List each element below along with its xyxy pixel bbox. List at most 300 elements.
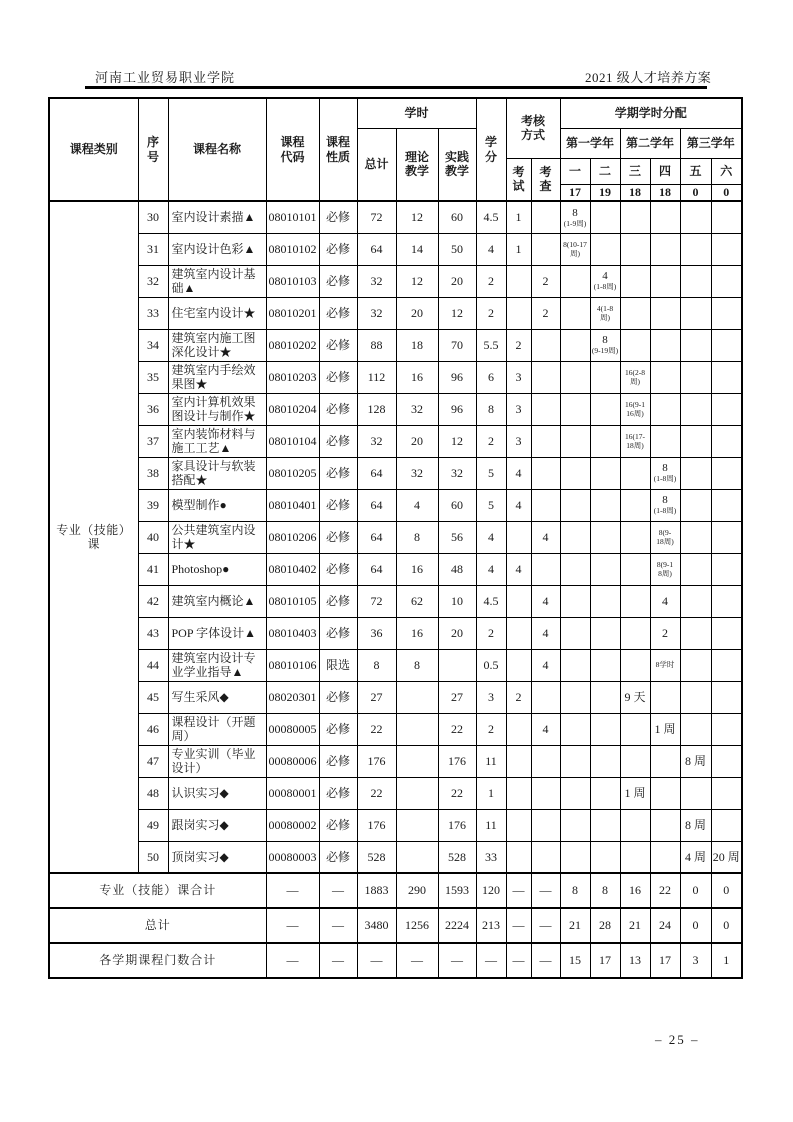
cell-name: 室内设计素描▲: [168, 201, 266, 233]
cell-code: 08010401: [266, 489, 319, 521]
cell-no: 40: [138, 521, 168, 553]
cell-s3: 16(17- 18周): [620, 425, 650, 457]
cell-total: 72: [357, 201, 396, 233]
cell-s6: [711, 297, 742, 329]
course-row-36: [49, 393, 742, 425]
course-row-44: [49, 649, 742, 681]
cell-s6: [711, 329, 742, 361]
cell-s3: 1 周: [620, 777, 650, 809]
cell-s3: [620, 201, 650, 233]
cell-no: 37: [138, 425, 168, 457]
cell-total: 27: [357, 681, 396, 713]
cell-credit: 11: [476, 745, 506, 777]
cell-theory: 62: [396, 585, 438, 617]
plan-title: 2021 级人才培养方案: [585, 70, 712, 85]
cell-total: 32: [357, 425, 396, 457]
cell-s5: [680, 393, 711, 425]
cell-s3: [620, 329, 650, 361]
course-row-32: [49, 265, 742, 297]
cell-s3: [620, 265, 650, 297]
cell-check: 4: [531, 585, 560, 617]
cell-s6: 1: [711, 943, 742, 978]
cell-nature: 必修: [319, 521, 357, 553]
cell-practice: 32: [438, 457, 476, 489]
cell-s5: [680, 265, 711, 297]
cell-s2: [590, 745, 620, 777]
cell-total: —: [357, 943, 396, 978]
cell-s2: [590, 553, 620, 585]
cell-nature: 必修: [319, 489, 357, 521]
cell-practice: 176: [438, 745, 476, 777]
cell-s2: 8: [590, 873, 620, 908]
cell-code: 08010101: [266, 201, 319, 233]
cell-credit: 11: [476, 809, 506, 841]
cell-check: —: [531, 908, 560, 943]
cell-s1: [560, 329, 590, 361]
cell-check: 2: [531, 297, 560, 329]
cell-theory: 18: [396, 329, 438, 361]
cell-s6: [711, 745, 742, 777]
cell-total: 3480: [357, 908, 396, 943]
cell-exam: [506, 617, 531, 649]
summary-row-1: [49, 873, 742, 908]
cell-theory: 290: [396, 873, 438, 908]
cell-credit: —: [476, 943, 506, 978]
col-allocation-group: 学期学时分配: [560, 98, 742, 128]
cell-code: 00080001: [266, 777, 319, 809]
cell-exam: 4: [506, 553, 531, 585]
cell-s4: [650, 361, 680, 393]
cell-s3: 13: [620, 943, 650, 978]
cell-check: [531, 489, 560, 521]
cell-s5: [680, 361, 711, 393]
course-row-46: [49, 713, 742, 745]
cell-theory: 12: [396, 201, 438, 233]
cell-total: 88: [357, 329, 396, 361]
cell-s5: [680, 425, 711, 457]
cell-exam: —: [506, 943, 531, 978]
cell-code: —: [266, 943, 319, 978]
cell-code: 00080006: [266, 745, 319, 777]
cell-s4: 4: [650, 585, 680, 617]
cell-s5: 0: [680, 908, 711, 943]
category-cell: 专业（技能）课: [49, 201, 138, 873]
cell-s2: [590, 361, 620, 393]
cell-s4: 17: [650, 943, 680, 978]
cell-nature: 必修: [319, 809, 357, 841]
cell-s3: 16(2-8 周): [620, 361, 650, 393]
course-row-50: [49, 841, 742, 873]
cell-no: 43: [138, 617, 168, 649]
col-exam: 考试: [506, 158, 531, 201]
course-row-31: [49, 233, 742, 265]
cell-s5: [680, 457, 711, 489]
cell-s4: 2: [650, 617, 680, 649]
cell-s2: 17: [590, 943, 620, 978]
cell-nature: 必修: [319, 585, 357, 617]
cell-s5: [680, 489, 711, 521]
cell-s4: 1 周: [650, 713, 680, 745]
cell-s1: [560, 681, 590, 713]
cell-code: 08010402: [266, 553, 319, 585]
cell-name: Photoshop●: [168, 553, 266, 585]
cell-s3: [620, 809, 650, 841]
cell-s3: [620, 617, 650, 649]
cell-practice: 1593: [438, 873, 476, 908]
course-row-38: [49, 457, 742, 489]
cell-s4: [650, 777, 680, 809]
cell-nature: 必修: [319, 681, 357, 713]
cell-exam: [506, 841, 531, 873]
cell-total: 176: [357, 809, 396, 841]
cell-code: 00080003: [266, 841, 319, 873]
cell-s2: 4(1-8 周): [590, 297, 620, 329]
course-row-39: [49, 489, 742, 521]
cell-no: 35: [138, 361, 168, 393]
table-body: [49, 201, 742, 978]
cell-s2: [590, 809, 620, 841]
cell-nature: 必修: [319, 361, 357, 393]
cell-s6: [711, 713, 742, 745]
cell-name: 课程设计（开题周）: [168, 713, 266, 745]
course-row-35: [49, 361, 742, 393]
cell-check: [531, 361, 560, 393]
col-sem-6: 六: [711, 158, 742, 184]
cell-name: 模型制作●: [168, 489, 266, 521]
summary-row-3: [49, 943, 742, 978]
cell-practice: 176: [438, 809, 476, 841]
cell-total: 64: [357, 233, 396, 265]
cell-exam: 3: [506, 393, 531, 425]
cell-nature: —: [319, 908, 357, 943]
col-hours-group: 学时: [357, 98, 476, 128]
page-number: – 25 –: [655, 1032, 700, 1047]
cell-s1: 8 (1-9周): [560, 201, 590, 233]
course-row-47: [49, 745, 742, 777]
cell-s6: [711, 617, 742, 649]
cell-code: 08010104: [266, 425, 319, 457]
cell-s5: [680, 553, 711, 585]
cell-exam: [506, 585, 531, 617]
cell-s5: [680, 777, 711, 809]
cell-s6: [711, 649, 742, 681]
cell-total: 22: [357, 777, 396, 809]
cell-exam: [506, 809, 531, 841]
col-nature: 课程性质: [319, 98, 357, 201]
cell-s2: 4 (1-8周): [590, 265, 620, 297]
cell-no: 48: [138, 777, 168, 809]
cell-s6: [711, 265, 742, 297]
cell-credit: 5.5: [476, 329, 506, 361]
cell-s2: [590, 521, 620, 553]
cell-no: 46: [138, 713, 168, 745]
cell-code: 08010201: [266, 297, 319, 329]
cell-exam: [506, 521, 531, 553]
cell-name: 公共建筑室内设计★: [168, 521, 266, 553]
cell-check: [531, 777, 560, 809]
cell-nature: 必修: [319, 617, 357, 649]
cell-s2: [590, 777, 620, 809]
cell-theory: [396, 841, 438, 873]
cell-exam: [506, 297, 531, 329]
cell-no: 39: [138, 489, 168, 521]
cell-s3: [620, 649, 650, 681]
cell-s4: [650, 265, 680, 297]
cell-exam: 1: [506, 201, 531, 233]
col-sem-3: 三: [620, 158, 650, 184]
cell-credit: 4: [476, 553, 506, 585]
sem-weeks-3: 18: [620, 184, 650, 201]
cell-s6: [711, 553, 742, 585]
cell-s1: [560, 425, 590, 457]
cell-s4: [650, 681, 680, 713]
col-sem-2: 二: [590, 158, 620, 184]
cell-s4: [650, 201, 680, 233]
cell-exam: 2: [506, 681, 531, 713]
cell-s1: [560, 361, 590, 393]
cell-name: 室内计算机效果图设计与制作★: [168, 393, 266, 425]
cell-name: 顶岗实习◆: [168, 841, 266, 873]
cell-credit: 4.5: [476, 201, 506, 233]
cell-no: 45: [138, 681, 168, 713]
cell-code: 08010204: [266, 393, 319, 425]
cell-code: 08010202: [266, 329, 319, 361]
cell-theory: [396, 809, 438, 841]
cell-name: 建筑室内手绘效果图★: [168, 361, 266, 393]
cell-exam: [506, 713, 531, 745]
cell-code: 08010205: [266, 457, 319, 489]
cell-name: 建筑室内设计专业学业指导▲: [168, 649, 266, 681]
cell-exam: —: [506, 908, 531, 943]
cell-exam: [506, 745, 531, 777]
summary-row-2: [49, 908, 742, 943]
col-assessment-group: 考核方式: [506, 98, 560, 158]
cell-name: 室内装饰材料与施工工艺▲: [168, 425, 266, 457]
cell-code: 08010103: [266, 265, 319, 297]
cell-check: [531, 745, 560, 777]
cell-no: 41: [138, 553, 168, 585]
cell-s5: 3: [680, 943, 711, 978]
header-rule: [85, 86, 707, 89]
cell-check: [531, 681, 560, 713]
cell-theory: 16: [396, 617, 438, 649]
cell-s3: 16: [620, 873, 650, 908]
cell-credit: 1: [476, 777, 506, 809]
cell-total: 32: [357, 297, 396, 329]
cell-check: [531, 809, 560, 841]
cell-code: 08010403: [266, 617, 319, 649]
cell-nature: 限选: [319, 649, 357, 681]
course-row-40: [49, 521, 742, 553]
cell-name: 专业实训（毕业设计）: [168, 745, 266, 777]
cell-code: 08010206: [266, 521, 319, 553]
cell-exam: —: [506, 873, 531, 908]
cell-nature: 必修: [319, 841, 357, 873]
cell-check: 4: [531, 713, 560, 745]
cell-total: 128: [357, 393, 396, 425]
cell-no: 42: [138, 585, 168, 617]
cell-s2: [590, 393, 620, 425]
cell-code: 08010102: [266, 233, 319, 265]
cell-s2: 8 (9-19周): [590, 329, 620, 361]
cell-credit: 4.5: [476, 585, 506, 617]
cell-practice: 12: [438, 297, 476, 329]
cell-practice: 2224: [438, 908, 476, 943]
cell-nature: 必修: [319, 297, 357, 329]
cell-name: 家具设计与软装搭配★: [168, 457, 266, 489]
cell-nature: 必修: [319, 329, 357, 361]
col-credit: 学分: [476, 98, 506, 201]
cell-s6: [711, 489, 742, 521]
cell-no: 30: [138, 201, 168, 233]
cell-theory: 14: [396, 233, 438, 265]
sem-weeks-1: 17: [560, 184, 590, 201]
cell-s6: 0: [711, 908, 742, 943]
cell-total: 1883: [357, 873, 396, 908]
cell-s2: [590, 713, 620, 745]
cell-s1: 21: [560, 908, 590, 943]
cell-s4: [650, 393, 680, 425]
cell-nature: 必修: [319, 265, 357, 297]
cell-s5: [680, 649, 711, 681]
cell-s2: 28: [590, 908, 620, 943]
cell-theory: [396, 713, 438, 745]
cell-s2: [590, 841, 620, 873]
cell-s1: [560, 649, 590, 681]
cell-practice: 22: [438, 777, 476, 809]
cell-s6: [711, 809, 742, 841]
cell-practice: 60: [438, 489, 476, 521]
cell-check: 4: [531, 521, 560, 553]
cell-check: [531, 425, 560, 457]
cell-code: —: [266, 873, 319, 908]
cell-s3: [620, 297, 650, 329]
cell-total: 32: [357, 265, 396, 297]
cell-total: 36: [357, 617, 396, 649]
cell-name: 跟岗实习◆: [168, 809, 266, 841]
col-sem-1: 一: [560, 158, 590, 184]
cell-credit: 8: [476, 393, 506, 425]
cell-s5: [680, 521, 711, 553]
cell-check: 4: [531, 649, 560, 681]
cell-s1: [560, 457, 590, 489]
cell-total: 112: [357, 361, 396, 393]
cell-code: 08020301: [266, 681, 319, 713]
course-row-34: [49, 329, 742, 361]
col-year1: 第一学年: [560, 128, 620, 158]
cell-s4: 24: [650, 908, 680, 943]
cell-theory: 20: [396, 297, 438, 329]
cell-credit: 33: [476, 841, 506, 873]
cell-code: 08010106: [266, 649, 319, 681]
cell-total: 64: [357, 489, 396, 521]
cell-name: 住宅室内设计★: [168, 297, 266, 329]
cell-exam: [506, 265, 531, 297]
col-year2: 第二学年: [620, 128, 680, 158]
cell-s4: 22: [650, 873, 680, 908]
cell-s3: [620, 521, 650, 553]
course-row-48: [49, 777, 742, 809]
cell-credit: 6: [476, 361, 506, 393]
cell-theory: 12: [396, 265, 438, 297]
cell-s3: 9 天: [620, 681, 650, 713]
cell-theory: [396, 681, 438, 713]
cell-s6: [711, 201, 742, 233]
cell-theory: 32: [396, 457, 438, 489]
cell-name: POP 字体设计▲: [168, 617, 266, 649]
course-row-43: [49, 617, 742, 649]
cell-s4: [650, 809, 680, 841]
cell-nature: —: [319, 873, 357, 908]
cell-s3: [620, 745, 650, 777]
cell-s2: [590, 649, 620, 681]
cell-s1: [560, 553, 590, 585]
col-sem-4: 四: [650, 158, 680, 184]
cell-theory: 1256: [396, 908, 438, 943]
cell-s6: [711, 521, 742, 553]
sem-weeks-2: 19: [590, 184, 620, 201]
cell-s5: [680, 617, 711, 649]
cell-no: 44: [138, 649, 168, 681]
cell-s6: [711, 585, 742, 617]
cell-no: 49: [138, 809, 168, 841]
summary-label: 专业（技能）课合计: [49, 873, 266, 908]
cell-credit: 120: [476, 873, 506, 908]
cell-theory: 8: [396, 521, 438, 553]
cell-practice: 96: [438, 361, 476, 393]
cell-s2: [590, 617, 620, 649]
cell-s1: [560, 521, 590, 553]
course-row-30: [49, 201, 742, 233]
cell-practice: 70: [438, 329, 476, 361]
cell-practice: 96: [438, 393, 476, 425]
cell-nature: —: [319, 943, 357, 978]
cell-check: [531, 393, 560, 425]
cell-exam: [506, 777, 531, 809]
cell-check: [531, 201, 560, 233]
table-header: [49, 98, 742, 201]
course-row-42: [49, 585, 742, 617]
cell-credit: 213: [476, 908, 506, 943]
col-check: 考查: [531, 158, 560, 201]
cell-s5: [680, 233, 711, 265]
cell-credit: 2: [476, 425, 506, 457]
cell-theory: 20: [396, 425, 438, 457]
cell-name: 建筑室内概论▲: [168, 585, 266, 617]
sem-weeks-4: 18: [650, 184, 680, 201]
cell-practice: 60: [438, 201, 476, 233]
summary-label: 总计: [49, 908, 266, 943]
cell-s1: [560, 585, 590, 617]
cell-credit: 0.5: [476, 649, 506, 681]
cell-s6: [711, 361, 742, 393]
summary-label: 各学期课程门数合计: [49, 943, 266, 978]
cell-practice: —: [438, 943, 476, 978]
cell-credit: 3: [476, 681, 506, 713]
cell-s1: [560, 713, 590, 745]
cell-practice: 20: [438, 265, 476, 297]
cell-credit: 2: [476, 713, 506, 745]
cell-s4: [650, 425, 680, 457]
cell-check: [531, 841, 560, 873]
cell-s4: [650, 329, 680, 361]
cell-code: —: [266, 908, 319, 943]
cell-s4: 8(9-1 8周): [650, 553, 680, 585]
cell-s6: [711, 393, 742, 425]
cell-exam: 4: [506, 489, 531, 521]
cell-no: 38: [138, 457, 168, 489]
cell-s4: [650, 841, 680, 873]
